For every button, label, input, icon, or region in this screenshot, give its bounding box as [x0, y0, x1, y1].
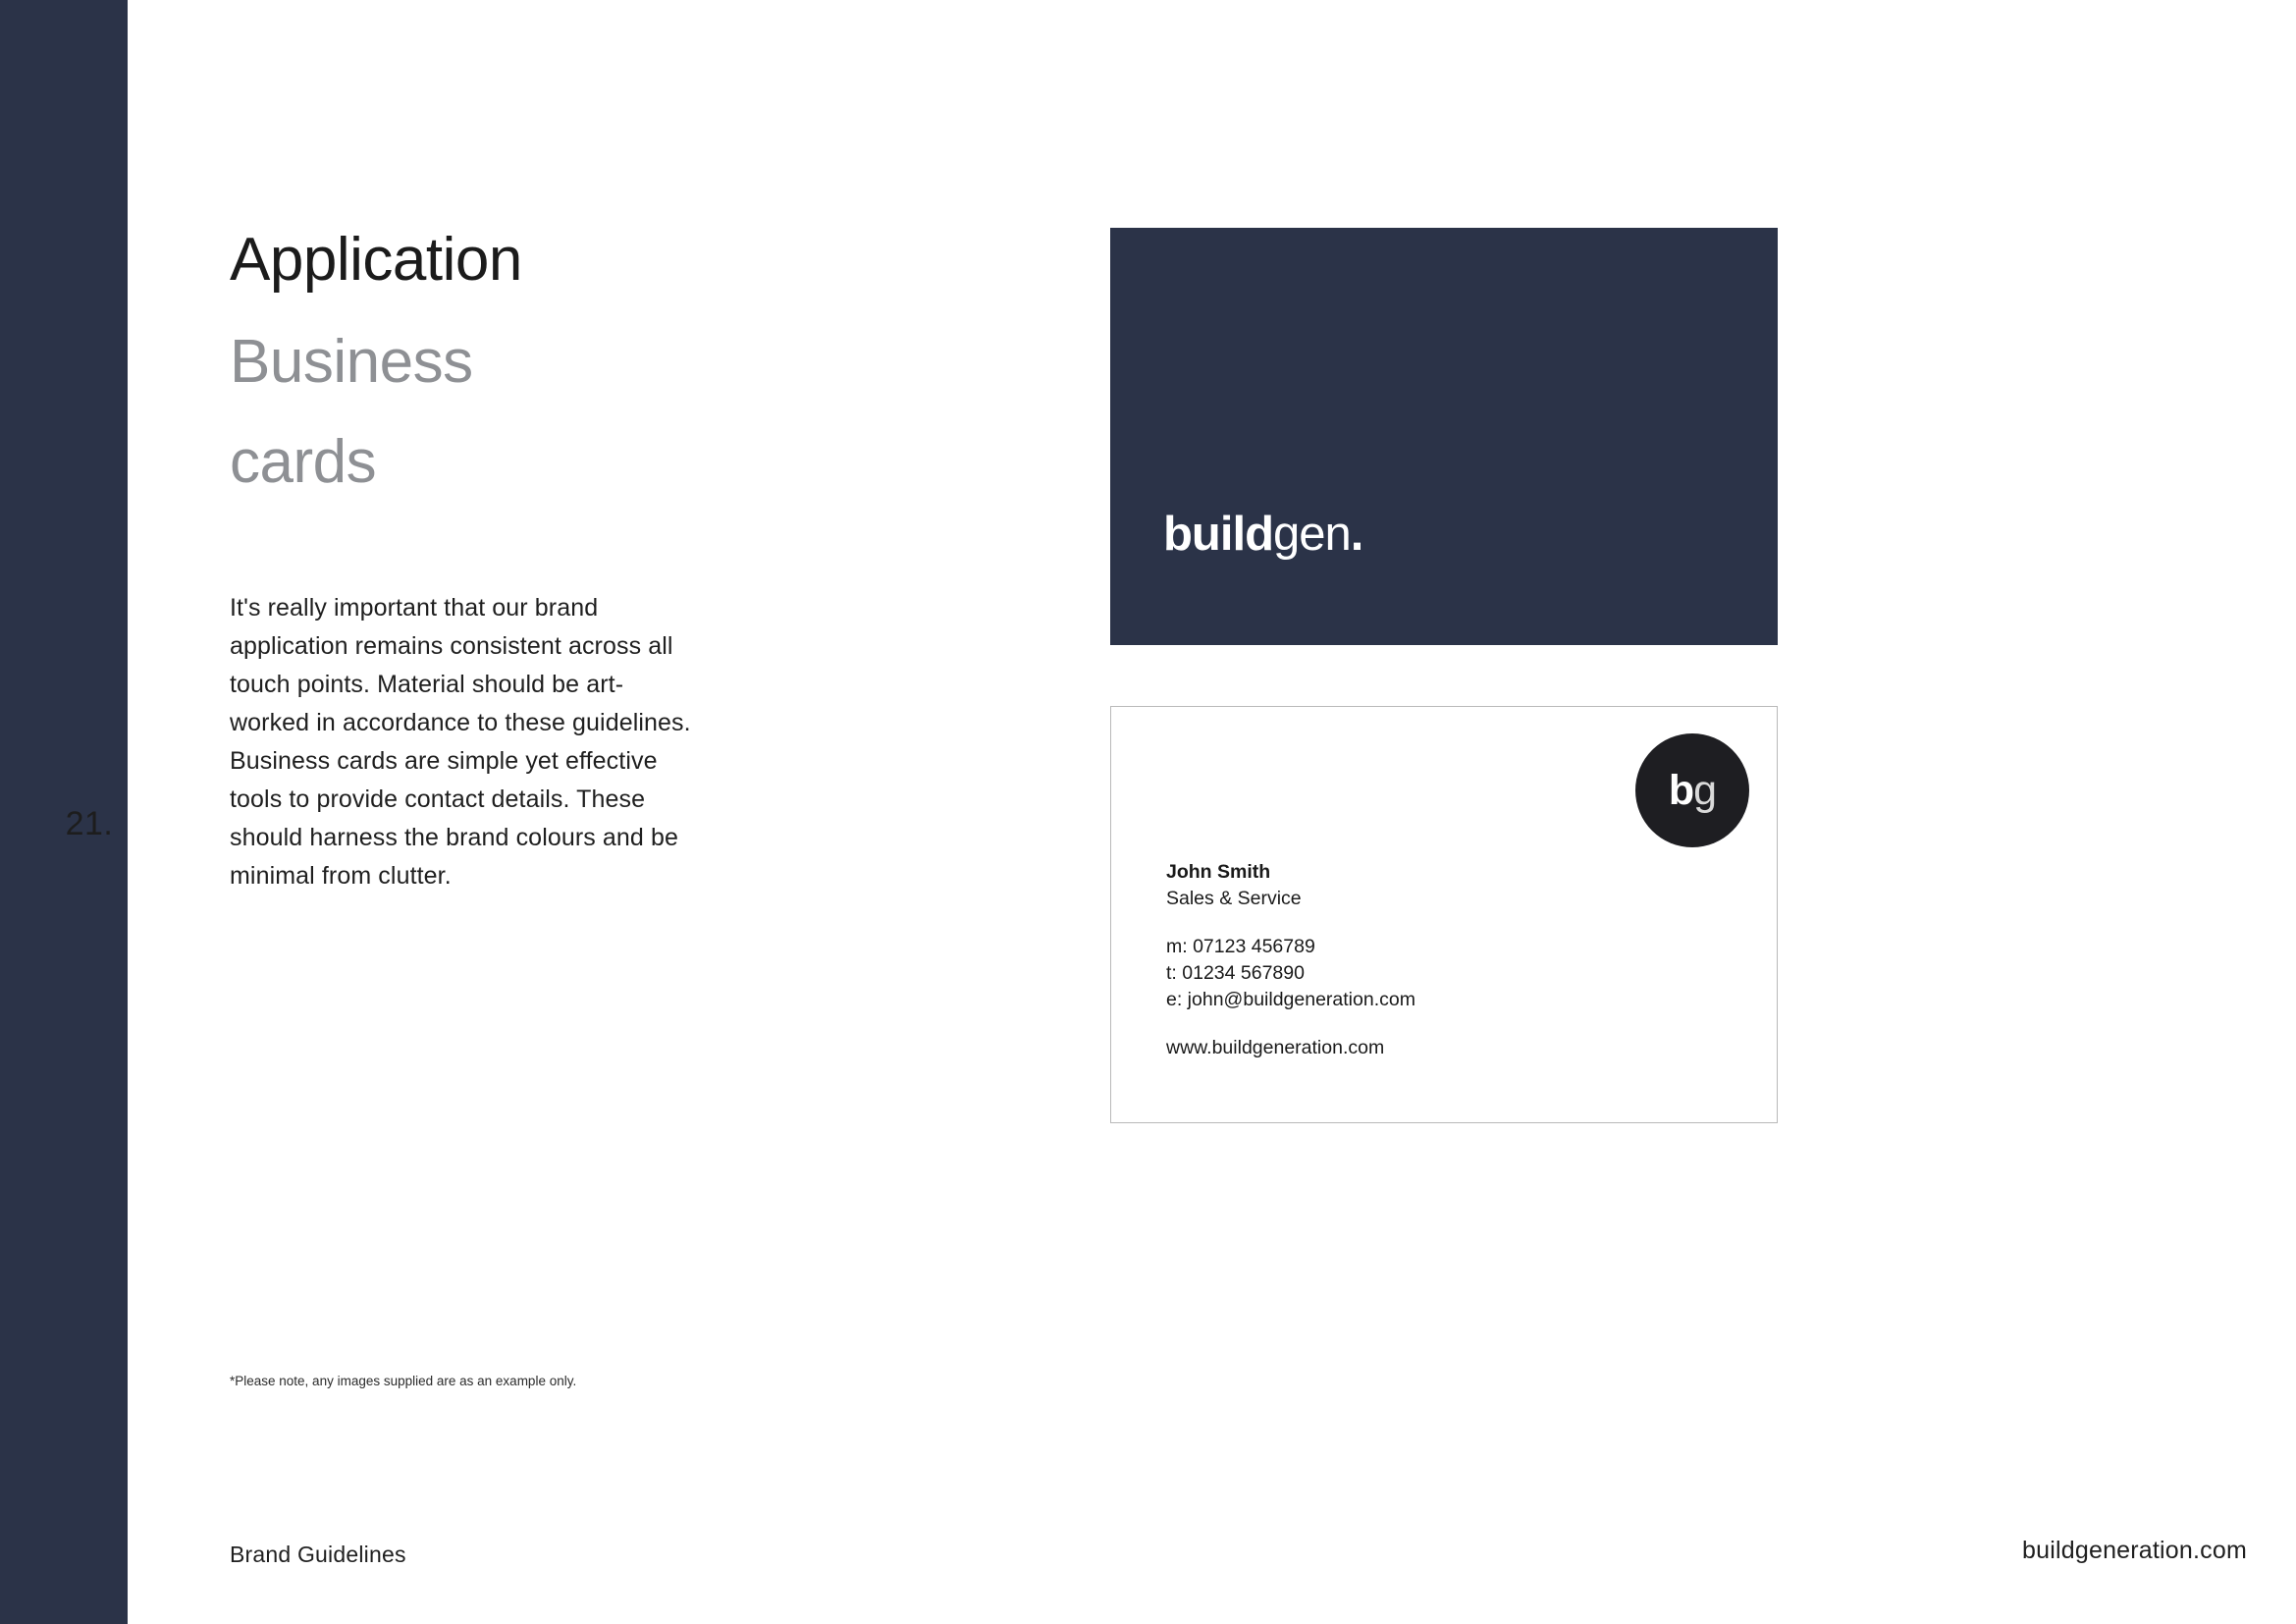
page-title-secondary: Business — [230, 328, 473, 396]
business-card-front — [1110, 228, 1778, 645]
logo-period: . — [1350, 508, 1363, 561]
footer-right-label: buildgeneration.com — [2022, 1537, 2247, 1564]
logo-word-build: build — [1163, 508, 1274, 561]
bg-monogram-icon — [1635, 733, 1749, 847]
spacer — [1166, 912, 1415, 934]
contact-website: www.buildgeneration.com — [1166, 1037, 1385, 1058]
page-title — [230, 228, 740, 495]
contact-telephone: t: 01234 567890 — [1166, 962, 1305, 984]
page-title-tertiary: cards — [230, 428, 377, 496]
page-number: 21. — [65, 805, 114, 842]
page-title-primary: Application — [230, 226, 522, 294]
contact-name: John Smith — [1166, 861, 1271, 883]
footnote-text: *Please note, any images supplied are as an example only. — [230, 1374, 577, 1388]
contact-mobile: m: 07123 456789 — [1166, 936, 1315, 957]
footer-left-label: Brand Guidelines — [230, 1542, 406, 1567]
contact-details — [1166, 859, 1415, 1061]
monogram-letter-g: g — [1693, 767, 1717, 814]
body-paragraph: It's really important that our brand application remains consistent across all touch points. Material should be art-worked in accordance to these guidelines. Business cards are simple yet effective tools to provide contact details. These should harness the brand colours and be minimal from clutter. — [230, 594, 691, 890]
buildgen-logo — [1163, 508, 1363, 561]
business-card-back — [1110, 706, 1778, 1123]
contact-role: Sales & Service — [1166, 888, 1302, 909]
contact-email: e: john@buildgeneration.com — [1166, 989, 1415, 1010]
logo-word-gen: gen — [1273, 508, 1351, 561]
monogram-letter-b: b — [1668, 767, 1694, 814]
